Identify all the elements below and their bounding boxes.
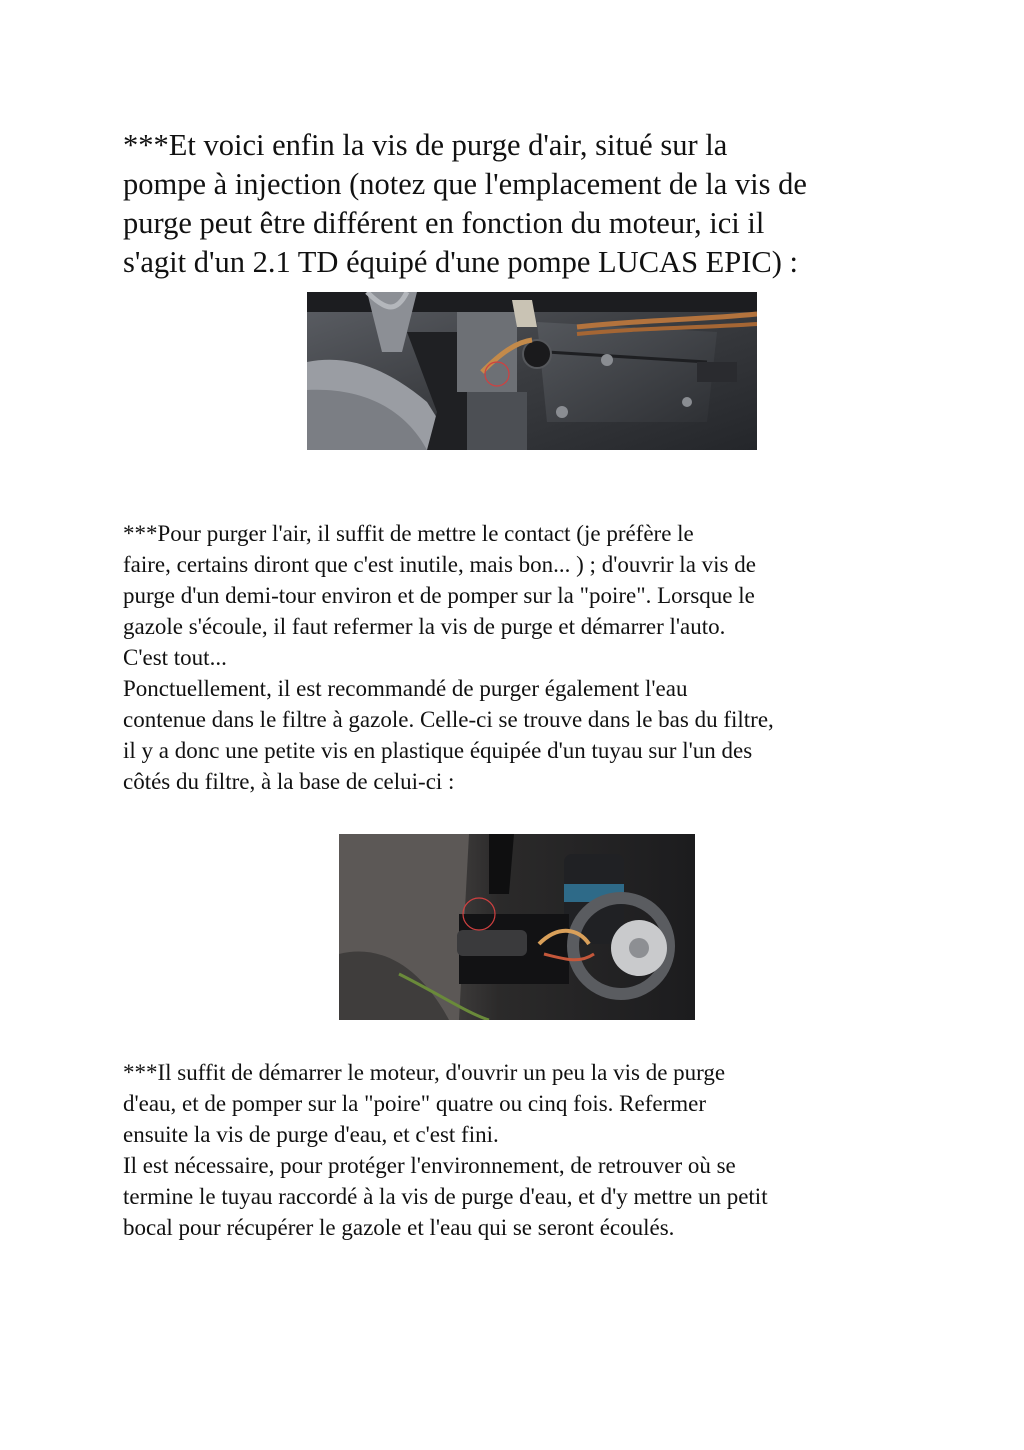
fuel-filter-illustration <box>339 834 695 1020</box>
paragraph-air-bleed-screw: ***Et voici enfin la vis de purge d'air, situé sur la pompe à injection (notez que l'emplacement de la vis de purge peut être différent en fonction du moteur, ici il s'agit d'un 2.1 TD équipé d'une pompe LUCAS EPIC) : <box>123 128 807 279</box>
injection-pump-photo <box>307 292 757 450</box>
fuel-filter-photo <box>339 834 695 1020</box>
injection-pump-illustration <box>307 292 757 450</box>
paragraph-bleed-instructions: ***Pour purger l'air, il suffit de mettre le contact (je préfère le faire, certains diront que c'est inutile, mais bon... ) ; d'ouvrir la vis de purge d'un demi-tour environ et de pomper sur la "poire". Lorsque le gazole s'écoule, il faut refermer la vis de purge et démarrer l'auto. C'est tout... Ponctuellement, il est recommandé de purger également l'eau contenue dans le filtre à gazole. Celle-ci se trouve dans le bas du filtre, il y a donc une petite vis en plastique équipée d'un tuyau sur l'un des côtés du filtre, à la base de celui-ci : <box>123 521 774 794</box>
paragraph-water-drain-instructions: ***Il suffit de démarrer le moteur, d'ouvrir un peu la vis de purge d'eau, et de pomper sur la "poire" quatre ou cinq fois. Refermer ensuite la vis de purge d'eau, et c'est fini. Il est nécessaire, pour protéger l'environnement, de retrouver où se termine le tuyau raccordé à la vis de purge d'eau, et d'y mettre un petit bocal pour récupérer le gazole et l'eau qui se seront écoulés. <box>123 1060 768 1240</box>
